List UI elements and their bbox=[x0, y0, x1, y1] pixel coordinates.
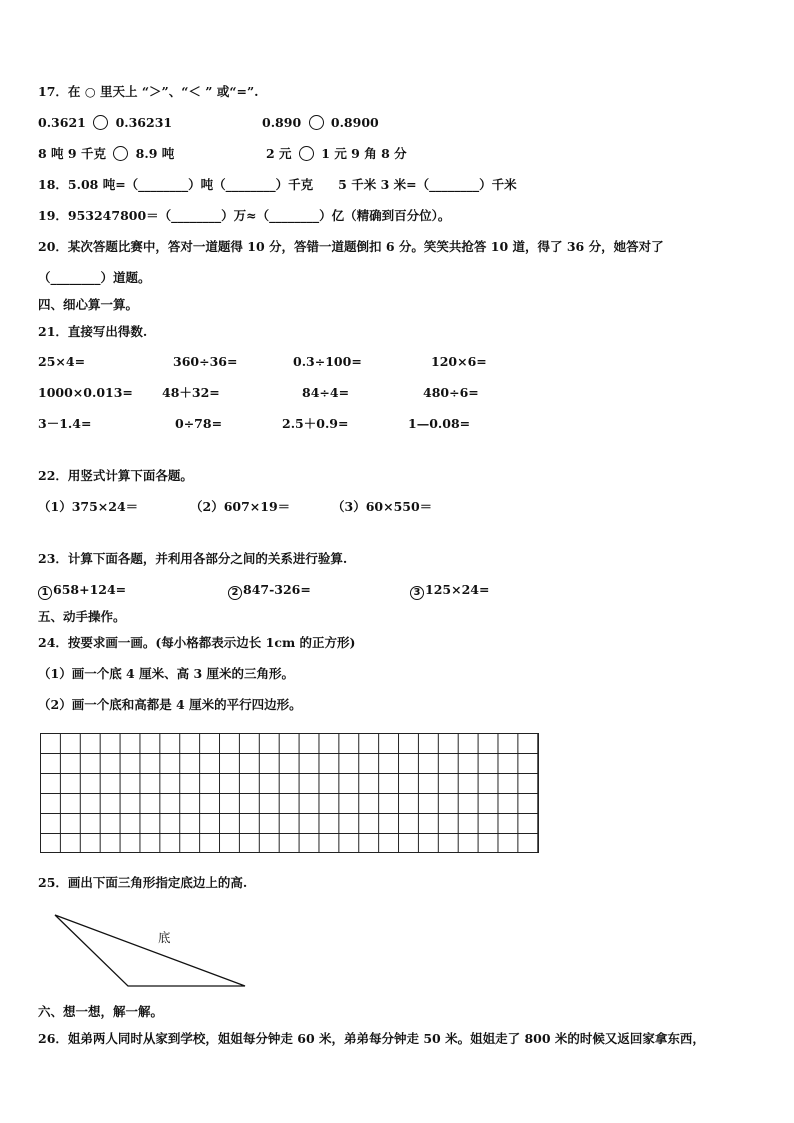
q25-title: 25．画出下面三角形指定底边上的高. bbox=[38, 875, 248, 890]
q21-r1-c1: 25×4= bbox=[38, 354, 86, 369]
q21-r2-c3: 84÷4= bbox=[302, 385, 350, 400]
q20-line1: 20．某次答题比赛中，答对一道题得 10 分，答错一道题倒扣 6 分。笑笑共抢答 10 道，得了 36 分，她答对了 bbox=[38, 239, 664, 254]
q23-item-3 bbox=[410, 582, 489, 600]
q17-row2-left-a: 8 吨 9 千克 bbox=[38, 146, 106, 161]
q21-r2-c2: 48＋32= bbox=[162, 385, 220, 400]
compare-circle[interactable] bbox=[113, 146, 128, 161]
q22-title: 22．用竖式计算下面各题。 bbox=[38, 468, 193, 483]
section4-title: 四、细心算一算。 bbox=[38, 297, 139, 312]
q21-r3-c2: 0÷78= bbox=[175, 416, 223, 431]
q17-title: 17．在 ○ 里天上 “＞”、“＜ ” 或“=”. bbox=[38, 84, 259, 99]
q20-line2: （________）道题。 bbox=[38, 270, 151, 285]
q23-item-1 bbox=[38, 582, 126, 600]
q21-r2-c4: 480÷6= bbox=[423, 385, 479, 400]
q21-r3-c3: 2.5＋0.9= bbox=[282, 416, 349, 431]
q21-r3-c1: 3－1.4= bbox=[38, 416, 92, 431]
q21-title: 21．直接写出得数. bbox=[38, 324, 148, 339]
circled-number-2: 2 bbox=[228, 586, 242, 600]
q17-row2-right bbox=[266, 146, 407, 162]
q23-item-1-text: 658+124= bbox=[53, 582, 127, 597]
q23-item-2 bbox=[228, 582, 311, 600]
q21-r3-c4: 1—0.08= bbox=[408, 416, 471, 431]
q22-item-3: （3）60×550＝ bbox=[332, 499, 433, 514]
circled-number-3: 3 bbox=[410, 586, 424, 600]
q17-row1-left bbox=[38, 115, 172, 131]
compare-circle[interactable] bbox=[299, 146, 314, 161]
compare-circle[interactable] bbox=[309, 115, 324, 130]
q17-row2-right-b: 1 元 9 角 8 分 bbox=[321, 146, 407, 161]
q22-item-1: （1）375×24＝ bbox=[38, 499, 139, 514]
q17-row2-right-a: 2 元 bbox=[266, 146, 292, 161]
q22-item-2: （2）607×19＝ bbox=[190, 499, 291, 514]
q24-item-2: （2）画一个底和高都是 4 厘米的平行四边形。 bbox=[38, 697, 302, 712]
q17-row1-right-a: 0.890 bbox=[262, 115, 302, 130]
q18-text: 18．5.08 吨=（________）吨（________）千克 5 千米 3 米=（________）千米 bbox=[38, 177, 517, 192]
triangle-figure[interactable] bbox=[45, 905, 260, 997]
q17-row1-left-a: 0.3621 bbox=[38, 115, 86, 130]
q21-r1-c4: 120×6= bbox=[431, 354, 487, 369]
q24-item-1: （1）画一个底 4 厘米、高 3 厘米的三角形。 bbox=[38, 666, 295, 681]
q21-r2-c1: 1000×0.013= bbox=[38, 385, 133, 400]
triangle-shape bbox=[55, 915, 245, 986]
compare-circle[interactable] bbox=[93, 115, 108, 130]
drawing-grid[interactable] bbox=[40, 733, 539, 853]
q17-row1-left-b: 0.36231 bbox=[115, 115, 173, 130]
circled-number-1: 1 bbox=[38, 586, 52, 600]
q24-title: 24．按要求画一画。(每小格都表示边长 1cm 的正方形) bbox=[38, 635, 356, 650]
q23-item-3-text: 125×24= bbox=[425, 582, 490, 597]
q17-row1-right bbox=[262, 115, 379, 131]
q17-row1-right-b: 0.8900 bbox=[330, 115, 379, 130]
q26-text: 26．姐弟两人同时从家到学校，姐姐每分钟走 60 米，弟弟每分钟走 50 米。姐姐走了 800 米的时候又返回家拿东西， bbox=[38, 1031, 705, 1046]
section6-title: 六、想一想，解一解。 bbox=[38, 1004, 164, 1019]
q21-r1-c2: 360÷36= bbox=[173, 354, 238, 369]
q21-r1-c3: 0.3÷100= bbox=[293, 354, 362, 369]
section5-title: 五、动手操作。 bbox=[38, 609, 126, 624]
q23-item-2-text: 847-326= bbox=[243, 582, 311, 597]
q23-title: 23．计算下面各题，并利用各部分之间的关系进行验算. bbox=[38, 551, 348, 566]
base-label: 底 bbox=[158, 930, 171, 945]
q17-row2-left bbox=[38, 146, 174, 162]
q17-row2-left-b: 8.9 吨 bbox=[135, 146, 175, 161]
q19-text: 19．953247800＝（________）万≈（________）亿（精确到百分位）。 bbox=[38, 208, 451, 223]
